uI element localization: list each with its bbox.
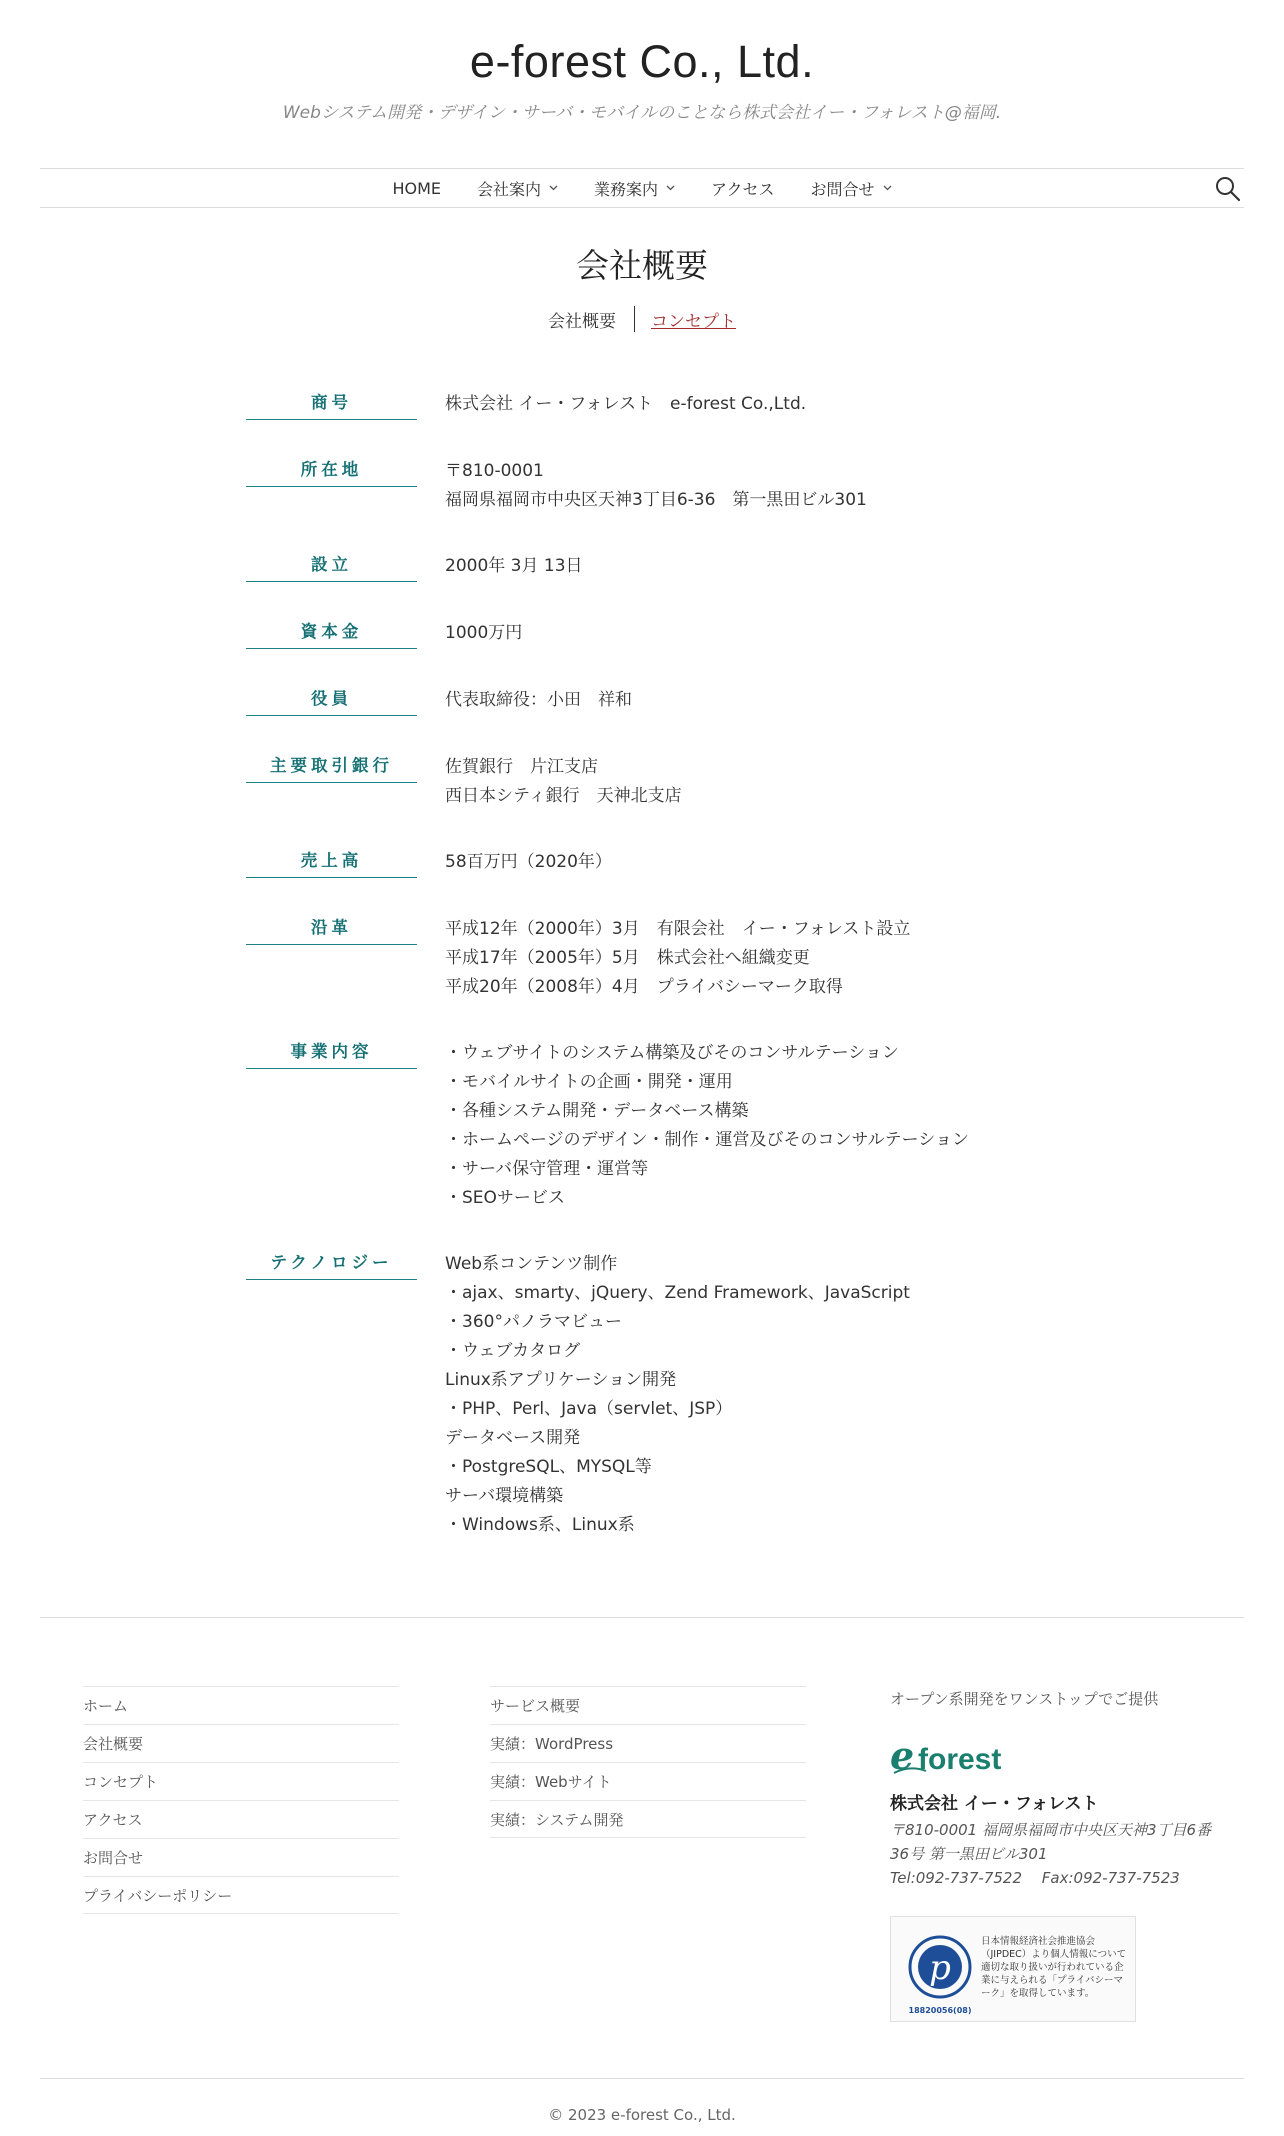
info-value: [445, 619, 522, 649]
nav-item-1[interactable]: [459, 169, 576, 207]
nav-item-2[interactable]: [576, 169, 693, 207]
footer-tagline: オープン系開発をワンストップでご提供: [890, 1690, 1159, 1708]
info-value-line: ・PHP、Perl、Java（servlet、JSP）: [445, 1399, 733, 1419]
nav-item-3[interactable]: [693, 169, 793, 207]
info-value-line: ・SEOサービス: [445, 1188, 565, 1208]
info-row: [246, 686, 1046, 716]
footer-divider: [40, 1617, 1244, 1618]
info-label: 商号: [246, 392, 417, 420]
info-value-line: ・サーバ保守管理・運営等: [445, 1159, 649, 1179]
footer-menu-2: [490, 1686, 806, 1838]
footer-company-info: [890, 1688, 1230, 2022]
info-value: [445, 686, 632, 716]
footer-link[interactable]: ホーム: [83, 1686, 399, 1724]
info-label: 売上高: [246, 850, 417, 878]
nav-item-label: お問合せ: [810, 179, 875, 199]
footer-link[interactable]: 会社概要: [83, 1724, 399, 1762]
info-value: [445, 390, 806, 420]
info-value: [445, 552, 583, 582]
info-label: 役員: [246, 688, 417, 716]
site-description: Webシステム開発・デザイン・サーバ・モバイルのことなら株式会社イー・フォレスト@福岡.: [282, 103, 1002, 123]
company-logo: [890, 1737, 1230, 1777]
footer-link[interactable]: お問合せ: [83, 1838, 399, 1876]
footer-address-line: 〒810-0001 福岡県福岡市中央区天神3丁目6番: [890, 1821, 1212, 1839]
footer-bottom-divider: [40, 2078, 1244, 2079]
info-value: [445, 753, 682, 811]
info-row: [246, 457, 1046, 515]
footer-address-line: 36号 第一黒田ビル301: [890, 1845, 1048, 1863]
footer-menu-1: [83, 1686, 399, 1914]
info-label: 設立: [246, 554, 417, 582]
footer-link[interactable]: 実績：WordPress: [490, 1724, 806, 1762]
info-value-line: 58百万円（2020年）: [445, 852, 612, 872]
footer-link[interactable]: プライバシーポリシー: [83, 1876, 399, 1914]
info-label: 事業内容: [246, 1041, 417, 1069]
info-value-line: Web系コンテンツ制作: [445, 1254, 618, 1274]
footer-link[interactable]: アクセス: [83, 1800, 399, 1838]
nav-menu: [40, 169, 1244, 207]
logo-text: forest: [918, 1743, 1002, 1776]
info-value-line: Linux系アプリケーション開発: [445, 1370, 677, 1390]
info-value: [445, 1250, 910, 1540]
privacy-mark-id: 18820056(08): [908, 2006, 972, 2015]
svg-text:p: p: [929, 1948, 951, 1988]
info-row: [246, 1250, 1046, 1540]
chevron-down-icon: [666, 183, 675, 194]
footer-link[interactable]: 実績：Webサイト: [490, 1762, 806, 1800]
footer-link[interactable]: コンセプト: [83, 1762, 399, 1800]
main-navigation: [40, 168, 1244, 208]
info-value-line: 福岡県福岡市中央区天神3丁目6-36 第一黒田ビル301: [445, 490, 867, 510]
info-value-line: 平成17年（2005年）5月 株式会社へ組織変更: [445, 948, 810, 968]
info-value-line: ・ajax、smarty、jQuery、Zend Framework、JavaScript: [445, 1283, 910, 1303]
nav-item-label: HOME: [392, 178, 441, 198]
info-value-line: ・PostgreSQL、MYSQL等: [445, 1457, 652, 1477]
nav-item-label: アクセス: [711, 179, 775, 199]
info-value-line: 平成20年（2008年）4月 プライバシーマーク取得: [445, 977, 843, 997]
info-value-line: 株式会社 イー・フォレスト e-forest Co.,Ltd.: [445, 394, 807, 414]
info-value-line: ・各種システム開発・データベース構築: [445, 1101, 749, 1121]
site-title[interactable]: e-forest Co., Ltd.: [469, 36, 815, 87]
info-value-line: データベース開発: [445, 1428, 581, 1448]
info-row: [246, 1039, 1046, 1213]
info-row: [246, 552, 1046, 582]
info-row: [246, 619, 1046, 649]
nav-item-label: 会社案内: [476, 179, 541, 199]
info-value: [445, 1039, 969, 1213]
info-value-line: 〒810-0001: [445, 461, 544, 481]
footer-link[interactable]: 実績：システム開発: [490, 1800, 806, 1838]
info-value-line: 代表取締役：小田 祥和: [445, 690, 632, 710]
info-value-line: サーバ環境構築: [445, 1486, 564, 1506]
chevron-down-icon: [549, 183, 558, 194]
info-value: [445, 848, 612, 878]
info-row: [246, 915, 1046, 1002]
footer-link[interactable]: サービス概要: [490, 1686, 806, 1724]
info-value-line: ・Windows系、Linux系: [445, 1515, 635, 1535]
info-label: テクノロジー: [246, 1252, 417, 1280]
info-value-line: 1000万円: [445, 623, 523, 643]
svg-text:e: e: [890, 1737, 915, 1777]
nav-item-0[interactable]: [374, 169, 459, 207]
info-value-line: 西日本シティ銀行 天神北支店: [445, 786, 682, 806]
info-value-line: 平成12年（2000年）3月 有限会社 イー・フォレスト設立: [445, 919, 911, 939]
info-row: [246, 848, 1046, 878]
search-icon[interactable]: [1214, 175, 1242, 203]
privacy-mark-icon: [897, 1923, 983, 2019]
info-value-line: ・360°パノラマビュー: [445, 1312, 622, 1332]
chevron-down-icon: [883, 183, 892, 194]
copyright: © 2023 e-forest Co., Ltd.: [548, 2106, 736, 2124]
info-value-line: ・ホームページのデザイン・制作・運営及びそのコンサルテーション: [445, 1130, 969, 1150]
info-value-line: 佐賀銀行 片江支店: [445, 757, 598, 777]
info-value-line: ・ウェブカタログ: [445, 1341, 581, 1361]
footer-company-name: 株式会社 イー・フォレスト: [890, 1794, 1099, 1814]
subnav-current: 会社概要: [548, 311, 616, 332]
info-value-line: 2000年 3月 13日: [445, 556, 583, 576]
info-value: [445, 457, 867, 515]
info-label: 主要取引銀行: [246, 755, 417, 783]
privacy-mark-badge[interactable]: [890, 1916, 1136, 2022]
nav-item-4[interactable]: [793, 169, 910, 207]
sub-navigation: [0, 306, 1284, 332]
subnav-link-concept[interactable]: コンセプト: [651, 311, 736, 332]
info-value: [445, 915, 910, 1002]
info-label: 資本金: [246, 621, 417, 649]
footer-address: [890, 1818, 1230, 1890]
info-value-line: ・ウェブサイトのシステム構築及びそのコンサルテーション: [445, 1043, 899, 1063]
nav-item-label: 業務案内: [594, 179, 659, 199]
info-label: 所在地: [246, 459, 417, 487]
info-label: 沿革: [246, 917, 417, 945]
info-row: [246, 390, 1046, 420]
page-title: 会社概要: [576, 246, 708, 285]
info-value-line: ・モバイルサイトの企画・開発・運用: [445, 1072, 733, 1092]
privacy-mark-text: 日本情報経済社会推進協会（JIPDEC）より個人情報について適切な取り扱いが行われている企業に与えられる「プライバシーマーク」を取得しています。: [981, 1936, 1127, 1999]
company-info-table: [246, 390, 1046, 1577]
footer-address-line: Tel:092-737-7522 Fax:092-737-7523: [890, 1869, 1180, 1887]
info-row: [246, 753, 1046, 811]
